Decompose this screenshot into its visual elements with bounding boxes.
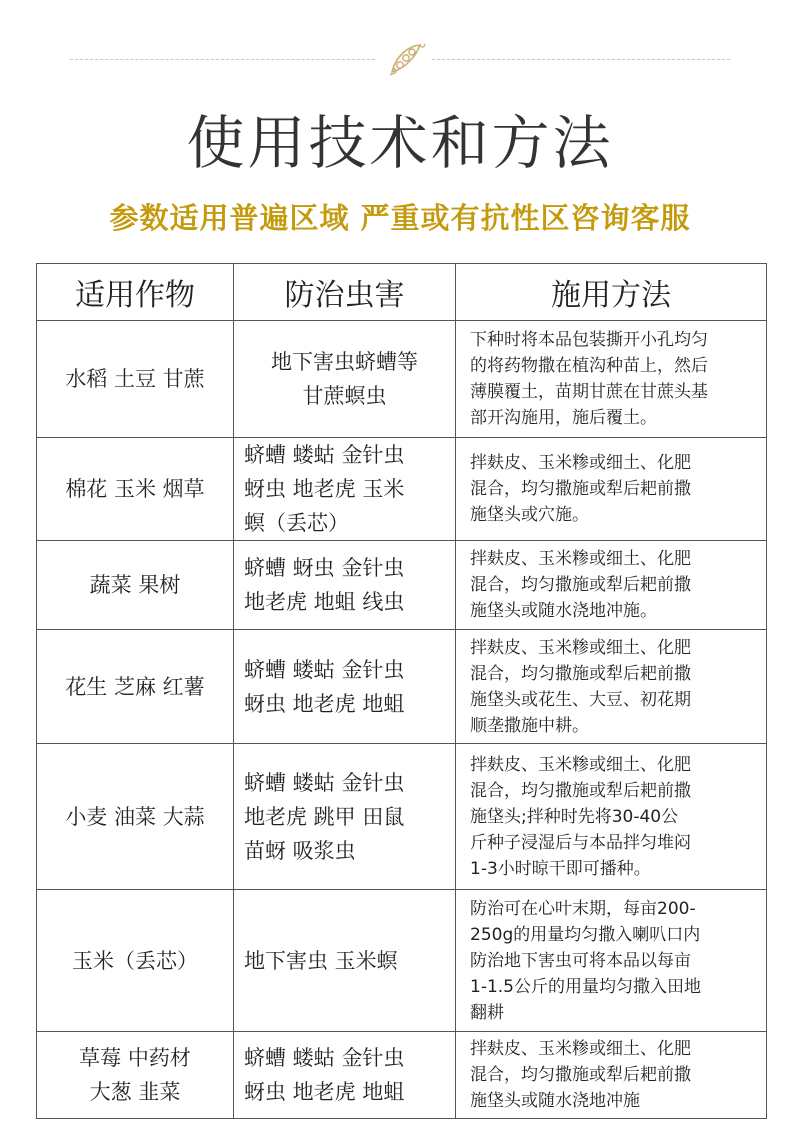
method-text: 混合，均匀撒施或犁后耙前撒 xyxy=(470,780,691,801)
header-crop: 适用作物 xyxy=(37,264,234,321)
pest-text: 苗蚜 吸浆虫 xyxy=(244,838,356,863)
method-cell xyxy=(456,1032,767,1119)
method-text: 混合，均匀撒施或犁后耙前撒 xyxy=(470,1065,691,1085)
crop-text: 花生 芝麻 红薯 xyxy=(65,674,205,699)
method-cell xyxy=(456,321,767,438)
header-pests: 防治虫害 xyxy=(234,264,456,321)
method-text: 1-3小时晾干即可播种。 xyxy=(470,858,651,879)
crop-cell xyxy=(37,744,234,890)
crop-cell xyxy=(37,1032,234,1119)
page-subtitle: 参数适用普遍区域 严重或有抗性区咨询客服 xyxy=(109,201,691,235)
pest-text: 蛴螬 蝼蛄 金针虫 xyxy=(244,443,405,467)
crop-cell xyxy=(37,630,234,744)
header-decoration xyxy=(0,40,800,80)
method-text: 施垡头或穴施。 xyxy=(470,505,589,525)
method-text: 施垡头或随水浇地冲施。 xyxy=(470,601,657,621)
method-text: 施垡头或花生、大豆、初花期 xyxy=(470,689,691,710)
pest-text: 蛴螬 蚜虫 金针虫 xyxy=(244,556,405,580)
pest-cell xyxy=(234,1032,456,1119)
pest-text: 螟（丢芯） xyxy=(244,511,349,535)
method-text: 施垡头或随水浇地冲施 xyxy=(470,1091,640,1111)
method-text: 混合，均匀撒施或犁后耙前撒 xyxy=(470,479,691,499)
method-text: 拌麸皮、玉米糁或细土、化肥 xyxy=(470,1039,691,1059)
pest-text: 蛴螬 蝼蛄 金针虫 xyxy=(244,1046,405,1070)
method-text: 下种时将本品包装撕开小孔均匀 xyxy=(470,330,708,350)
method-text: 防治可在心叶末期，每亩200- xyxy=(470,898,696,919)
table-row xyxy=(37,1032,767,1119)
method-cell xyxy=(456,438,767,541)
pest-cell xyxy=(234,438,456,541)
pest-cell xyxy=(234,541,456,630)
table-row xyxy=(37,541,767,630)
method-text: 施垡头;拌种时先将30-40公 xyxy=(470,806,679,827)
header-method: 施用方法 xyxy=(456,264,767,321)
crop-text: 蔬菜 果树 xyxy=(89,573,181,597)
page-title: 使用技术和方法 xyxy=(186,109,614,177)
method-text: 拌麸皮、玉米糁或细土、化肥 xyxy=(470,637,691,658)
method-cell xyxy=(456,744,767,890)
method-text: 斤种子浸湿后与本品拌匀堆闷 xyxy=(470,832,691,853)
crop-cell xyxy=(37,541,234,630)
method-cell xyxy=(456,541,767,630)
pest-text: 地下害虫蛴螬等 xyxy=(271,350,418,374)
table-header-row xyxy=(37,264,767,321)
pest-text: 蚜虫 地老虎 地蛆 xyxy=(244,1080,405,1104)
crop-text: 草莓 中药材 xyxy=(79,1046,191,1070)
pest-text: 地老虎 地蛆 线虫 xyxy=(244,590,405,614)
pest-text: 蚜虫 地老虎 玉米 xyxy=(244,477,405,501)
pest-cell xyxy=(234,744,456,890)
pest-text: 甘蔗螟虫 xyxy=(302,384,387,408)
table-row xyxy=(37,890,767,1032)
table-row xyxy=(37,321,767,438)
pest-text: 地下害虫 玉米螟 xyxy=(244,948,398,973)
method-text: 1-1.5公斤的用量均匀撒入田地 xyxy=(470,976,701,997)
method-text: 薄膜覆土，苗期甘蔗在甘蔗头基 xyxy=(470,382,708,402)
method-text: 翻耕 xyxy=(470,1002,504,1023)
pest-text: 地老虎 跳甲 田鼠 xyxy=(244,804,405,829)
crop-cell xyxy=(37,438,234,541)
method-text: 拌麸皮、玉米糁或细土、化肥 xyxy=(470,549,691,569)
crop-cell xyxy=(37,890,234,1032)
pest-cell xyxy=(234,321,456,438)
method-cell xyxy=(456,890,767,1032)
table-row xyxy=(37,438,767,541)
crop-text: 大葱 韭菜 xyxy=(89,1080,181,1104)
method-text: 混合，均匀撒施或犁后耙前撒 xyxy=(470,575,691,595)
method-text: 混合，均匀撒施或犁后耙前撒 xyxy=(470,663,691,684)
crop-text: 玉米（丢芯） xyxy=(72,948,198,973)
pest-cell xyxy=(234,890,456,1032)
method-cell xyxy=(456,630,767,744)
dashed-divider-left xyxy=(70,59,375,60)
crop-text: 水稻 土豆 甘蔗 xyxy=(65,367,205,391)
method-text: 顺垄撒施中耕。 xyxy=(470,715,589,736)
crop-text: 棉花 玉米 烟草 xyxy=(65,477,205,501)
pea-pod-icon xyxy=(386,42,426,78)
pest-text: 蛴螬 蝼蛄 金针虫 xyxy=(244,770,405,795)
crop-text: 小麦 油菜 大蒜 xyxy=(65,804,205,829)
method-text: 拌麸皮、玉米糁或细土、化肥 xyxy=(470,754,691,775)
pest-text: 蚜虫 地老虎 地蛆 xyxy=(244,691,405,716)
usage-table xyxy=(36,263,767,1119)
dashed-divider-right xyxy=(432,59,730,60)
table-row xyxy=(37,630,767,744)
method-text: 的将药物撒在植沟种苗上，然后 xyxy=(470,356,708,376)
method-text: 部开沟施用，施后覆土。 xyxy=(470,408,657,428)
method-text: 250g的用量均匀撒入喇叭口内 xyxy=(470,924,701,945)
table-row xyxy=(37,744,767,890)
crop-cell xyxy=(37,321,234,438)
method-text: 防治地下害虫可将本品以每亩 xyxy=(470,950,691,971)
pest-cell xyxy=(234,630,456,744)
method-text: 拌麸皮、玉米糁或细土、化肥 xyxy=(470,453,691,473)
pest-text: 蛴螬 蝼蛄 金针虫 xyxy=(244,657,405,682)
